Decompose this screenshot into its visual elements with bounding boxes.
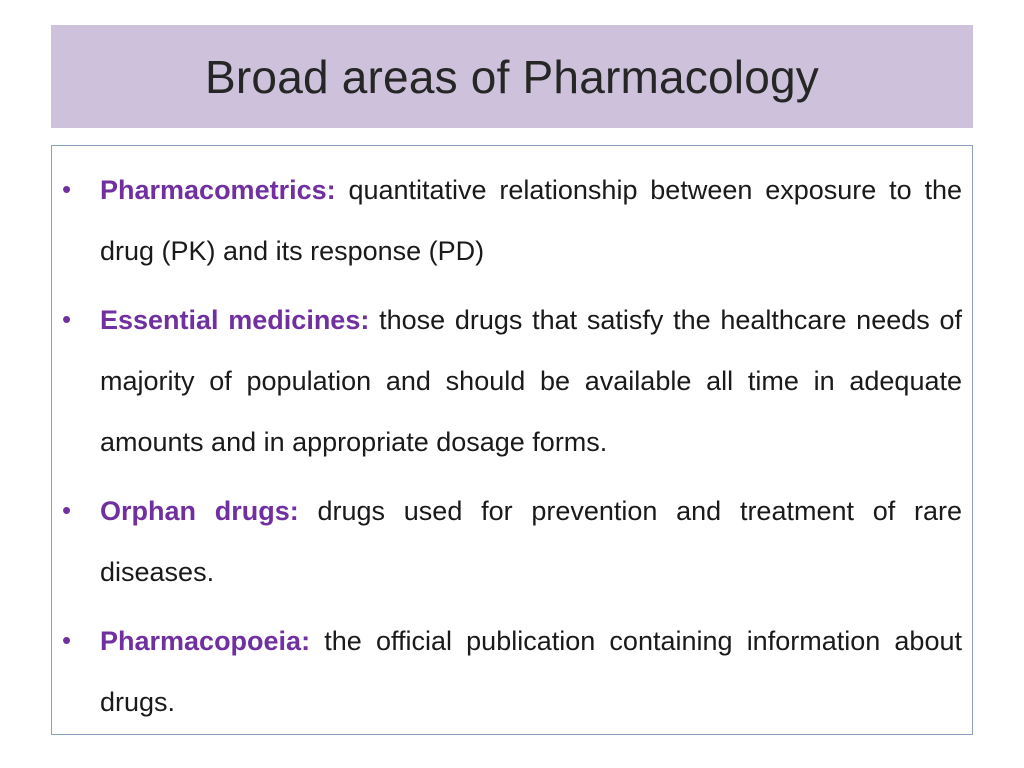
bullet-item-essential-medicines (52, 290, 962, 473)
bullet-icon: • (62, 174, 72, 204)
bullet-item-pharmacopoeia (52, 611, 962, 733)
title-bar (51, 25, 973, 128)
bullet-item-pharmacometrics (52, 160, 962, 282)
term-label: Essential medicines: (100, 305, 370, 335)
bullet-list (52, 160, 962, 733)
slide-title: Broad areas of Pharmacology (205, 50, 819, 103)
term-label: Pharmacopoeia: (100, 626, 311, 656)
term-label: Pharmacometrics: (100, 175, 336, 205)
term-definition: the official publication containing information about drugs. (100, 626, 962, 717)
term-definition: drugs used for prevention and treatment of rare diseases. (100, 496, 963, 587)
bullet-icon: • (62, 495, 72, 525)
bullet-icon: • (62, 304, 72, 334)
content-box (51, 145, 973, 735)
bullet-icon: • (62, 625, 72, 655)
bullet-item-orphan-drugs (52, 481, 962, 603)
term-definition: those drugs that satisfy the healthcare needs of majority of population and should be available all time in adequate amounts and in appropriate dosage forms. (100, 305, 962, 457)
term-label: Orphan drugs: (100, 496, 299, 526)
term-definition: quantitative relationship between exposure to the drug (PK) and its response (PD) (100, 175, 962, 266)
